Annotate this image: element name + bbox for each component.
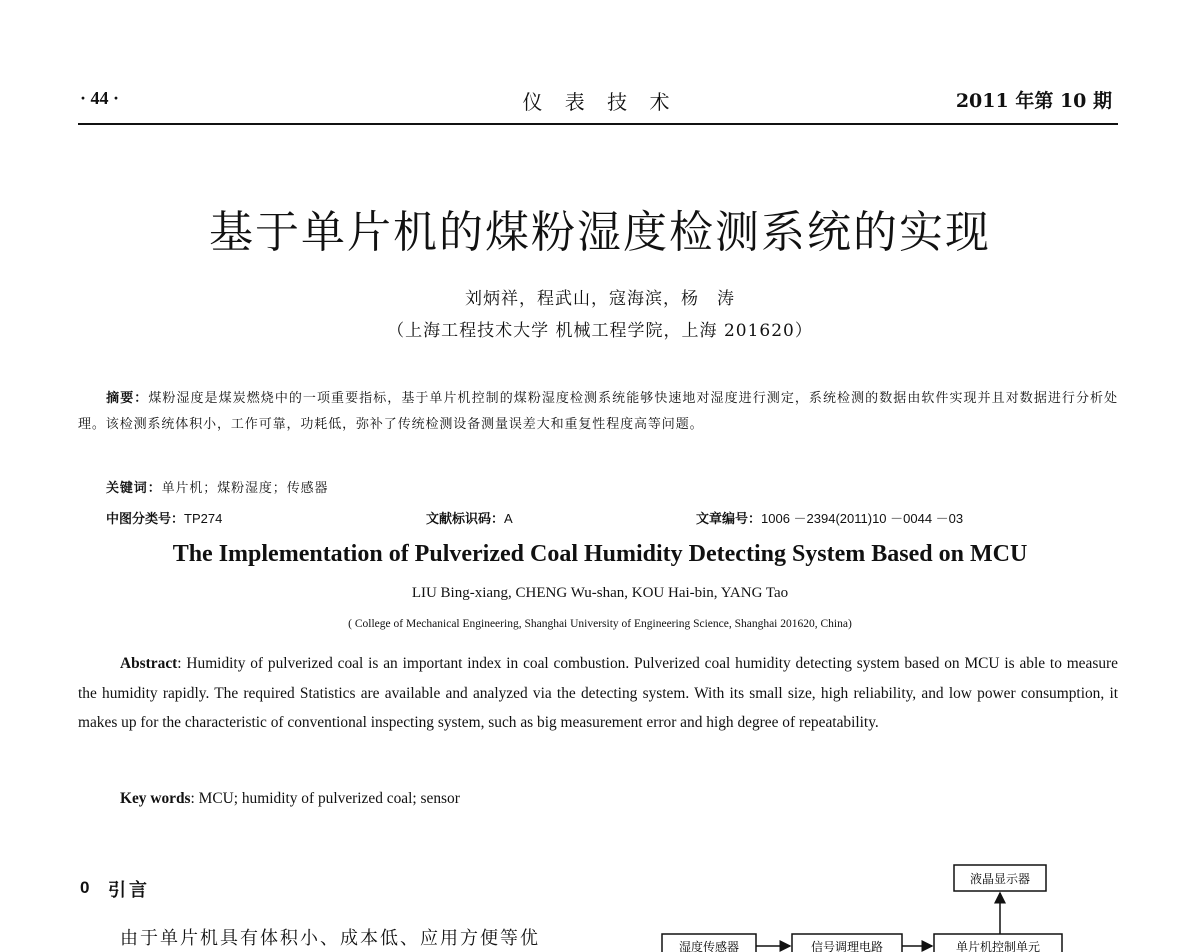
paper-title-en: The Implementation of Pulverized Coal Humidity Detecting System Based on MCU xyxy=(172,541,1028,567)
abstract-cn-text: 煤粉湿度是煤炭燃烧中的一项重要指标，基于单片机控制的煤粉湿度检测系统能够快速地对湿度进行测定，系统检测的数据由软件实现并且对数据进行分析处理。该检测系统体积小，工作可靠，功耗低，弥补了传统检测设备测量误差大和重复性程度高等问题。 xyxy=(78,391,1118,432)
journal-name: 仪 表 技 术 xyxy=(522,90,678,114)
article-number xyxy=(696,508,963,527)
keywords-cn-text: 单片机；煤粉湿度；传感器 xyxy=(161,481,329,496)
node-sensor-label: 湿度传感器 xyxy=(678,940,740,952)
affiliation-cn: （上海工程技术大学 机械工程学院，上海 201620） xyxy=(387,321,813,341)
keywords-en-sep: : xyxy=(190,790,199,807)
article-number-value: 1006 －2394(2011)10 －0044 －03 xyxy=(761,511,964,526)
node-humidity-sensor xyxy=(662,934,756,952)
affiliation-en: ( College of Mechanical Engineering, Shanghai University of Engineering Science, Shanghai 201620, China) xyxy=(348,618,852,630)
body-text-line: 由于单片机具有体积小、成本低、应用方便等优 xyxy=(120,928,540,949)
keywords-cn-label: 关键词： xyxy=(106,481,162,496)
clc-label: 中图分类号： xyxy=(106,511,185,526)
system-block-diagram xyxy=(650,860,1190,952)
abstract-en xyxy=(78,649,1118,738)
document-code-label: 文献标识码： xyxy=(426,511,505,526)
paper-title-cn: 基于单片机的煤粉湿度检测系统的实现 xyxy=(209,207,991,258)
issue-info: 2011 年第 10 期 xyxy=(955,90,1112,112)
authors-en: LIU Bing-xiang, CHENG Wu-shan, KOU Hai-bin, YANG Tao xyxy=(411,585,789,601)
header-rule xyxy=(78,123,1118,125)
abstract-cn-label: 摘要： xyxy=(106,391,149,406)
node-mcu-label: 单片机控制单元 xyxy=(955,940,1041,952)
clc-number xyxy=(106,508,222,527)
authors-cn: 刘炳祥，程武山，寇海滨，杨 涛 xyxy=(465,289,735,309)
node-conditioning-label: 信号调理电路 xyxy=(810,940,884,952)
article-number-label: 文章编号： xyxy=(696,511,762,526)
abstract-en-label: Abstract xyxy=(120,655,178,672)
node-signal-conditioning xyxy=(792,934,902,952)
document-code xyxy=(426,508,513,527)
abstract-en-text: Humidity of pulverized coal is an important index in coal combustion. Pulverized coal humidity detecting system based on MCU is able to measure the humidity rapidly. The required Statistics are available and analyzed via the detecting system. With its small size, high reliability, and low power consumption, it makes up for the characteristic of conventional inspecting system, such as big measurement error and high degree of repeatability. xyxy=(78,655,1118,731)
section-number: 0 xyxy=(80,878,90,897)
section-title: 引言 xyxy=(108,880,150,901)
keywords-en-text: MCU; humidity of pulverized coal; sensor xyxy=(198,790,460,807)
block-diagram-svg xyxy=(650,860,1190,952)
keywords-en-label: Key words xyxy=(120,790,191,807)
keywords-cn xyxy=(106,477,328,496)
clc-value: TP274 xyxy=(184,511,223,526)
keywords-en xyxy=(120,790,460,808)
abstract-cn xyxy=(78,386,1118,438)
document-code-value: A xyxy=(504,511,513,526)
node-lcd-display xyxy=(954,865,1046,891)
abstract-en-sep: : xyxy=(177,655,187,672)
node-mcu-control-unit xyxy=(934,934,1062,952)
node-lcd-label: 液晶显示器 xyxy=(969,872,1031,886)
page-number: · 44 · xyxy=(80,88,120,108)
